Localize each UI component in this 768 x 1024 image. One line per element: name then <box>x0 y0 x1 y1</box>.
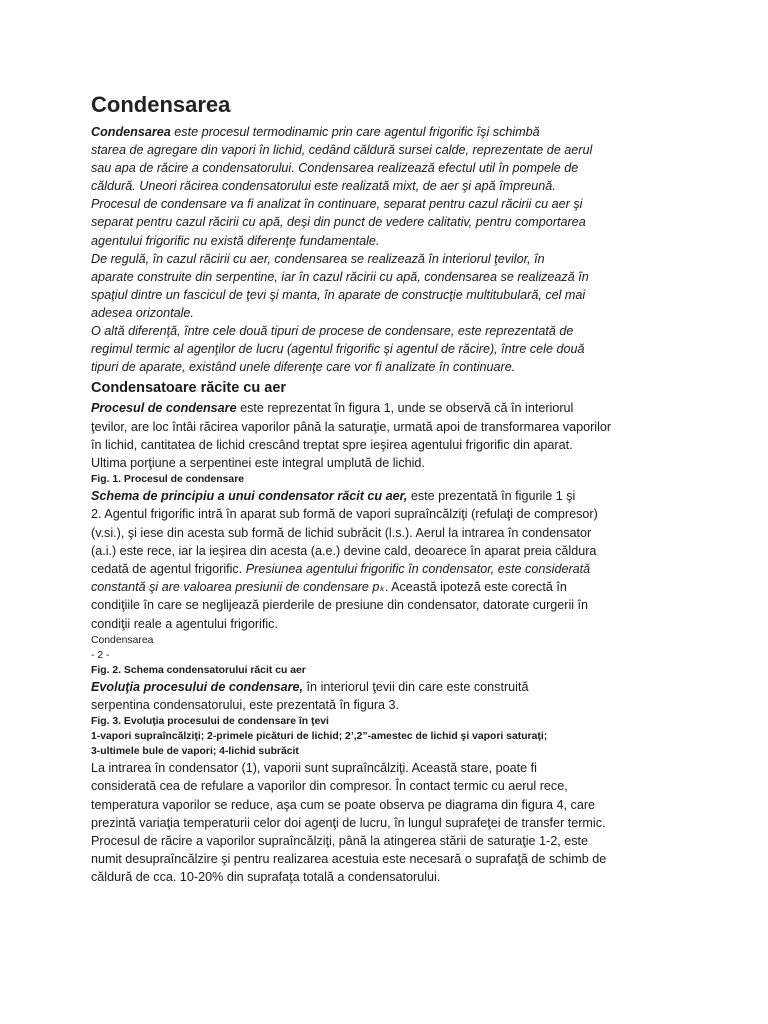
page-title: Condensarea <box>91 92 231 117</box>
body-line: condiţiile în care se neglijează pierderile de presiune din condensator, datorate curgerii în <box>91 598 589 613</box>
intro-line: căldură. Uneori răcirea condensatorului este realizată mixt, de aer şi apă împreună. <box>91 179 556 194</box>
body-line: Evoluţia procesului de condensare, în interiorul ţevii din care este construită <box>91 679 529 694</box>
body-line: numit desupraîncălzire şi pentru realizarea acestuia este necesară o suprafaţă de schimb de <box>91 852 607 867</box>
figure-3-legend <box>91 729 691 759</box>
body-line: constantă şi are valoarea presiunii de condensare pₖ. Această ipoteză este corectă în <box>91 580 567 595</box>
para1-lead-term: Procesul de condensare <box>91 401 237 416</box>
body-line: Procesul de condensare este reprezentat în figura 1, unde se observă că în interiorul <box>91 401 574 416</box>
intro-line: separat pentru cazul răcirii cu apă, deşi din punct de vedere calitativ, pentru comportarea <box>91 215 586 230</box>
intro-line: agentului frigorific nu există diferenţe fundamentale. <box>91 233 380 248</box>
intro-line: adesea orizontale. <box>91 305 194 320</box>
intro-lead-term: Condensarea <box>91 125 171 139</box>
body-line: condiţii reale a agentului frigorific. <box>91 616 278 631</box>
body-line: Procesul de răcire a vaporilor supraîncălziţi, până la atingerea stării de saturaţie 1-2, este <box>91 833 589 848</box>
intro-line: O altă diferenţă, între cele două tipuri de procese de condensare, este reprezentată de <box>91 324 574 339</box>
page-number: - 2 - <box>91 649 110 661</box>
legend-line: 3-ultimele bule de vapori; 4-lichid subrăcit <box>91 746 299 758</box>
intro-line: starea de agregare din vapori în lichid, cedând căldură sursei calde, reprezentate de aerul <box>91 143 593 158</box>
intro-line: Procesul de condensare va fi analizat în continuare, separat pentru cazul răcirii cu aer şi <box>91 197 583 212</box>
body-line: căldură de cca. 10-20% din suprafaţa totală a condensatorului. <box>91 870 441 885</box>
section-heading: Condensatoare răcite cu aer <box>91 380 287 397</box>
intro-line: Condensarea este procesul termodinamic prin care agentul frigorific îşi schimbă <box>91 125 540 139</box>
para2-lead-term: Schema de principiu a unui condensator răcit cu aer, <box>91 489 408 504</box>
intro-line: aparate construite din serpentine, iar în cazul răcirii cu apă, condensarea se realizează în <box>91 269 589 284</box>
intro-line: tipuri de aparate, existând unele diferenţe care vor fi analizate în continuare. <box>91 360 516 375</box>
body-line: 2. Agentul frigorific intră în aparat sub formă de vapori supraîncălziţi (refulaţi de compresor) <box>91 507 598 522</box>
intro-line: spaţiul dintre un fascicul de ţevi şi manta, în aparate de construcţie multitubulară, cel mai <box>91 287 586 302</box>
intro-line: sau apa de răcire a condensatorului. Condensarea realizează efectul util în pompele de <box>91 161 579 176</box>
body-line: Ultima porţiune a serpentinei este integral umplută de lichid. <box>91 455 425 470</box>
paragraph-3 <box>91 678 691 714</box>
body-line: Schema de principiu a unui condensator răcit cu aer, este prezentată în figurile 1 şi <box>91 489 576 504</box>
body-line: prezintă variaţia temperaturii celor doi agenţi de lucru, în lungul suprafeţei de transfer termic. <box>91 815 606 830</box>
intro-line: regimul termic al agenţilor de lucru (agentul frigorific şi agentul de răcire), între cele două <box>91 342 585 357</box>
document-page <box>91 92 691 887</box>
body-line: serpentina condensatorului, este prezentată în figura 3. <box>91 697 400 712</box>
figure-3-caption: Fig. 3. Evoluţia procesului de condensare în ţevi <box>91 716 329 728</box>
running-footer-label: Condensarea <box>91 634 154 646</box>
body-line: considerată cea de refulare a vaporilor din compresor. În contact termic cu aerul rece, <box>91 779 568 794</box>
paragraph-1 <box>91 399 691 472</box>
para3-lead-term: Evoluţia procesului de condensare, <box>91 679 304 694</box>
figure-1-caption: Fig. 1. Procesul de condensare <box>91 474 245 486</box>
body-line: în lichid, cantitatea de lichid crescând treptat spre ieşirea agentului frigorific din aparat. <box>91 437 573 452</box>
body-line: La intrarea în condensator (1), vaporii sunt supraîncălziţi. Această stare, poate fi <box>91 761 537 776</box>
intro-paragraph <box>91 123 691 376</box>
body-line: cedată de agentul frigorific. Presiunea agentului frigorific în condensator, este considerată <box>91 561 591 576</box>
body-line: ţevilor, are loc întâi răcirea vaporilor până la saturaţie, urmată apoi de transformarea vaporilor <box>91 419 612 434</box>
body-line: (a.i.) este rece, iar la ieşirea din acesta (a.e.) devine cald, deoarece în aparat preia căldura <box>91 543 597 558</box>
legend-line: 1-vapori supraîncălziţi; 2-primele picături de lichid; 2’,2”-amestec de lichid şi vapori saturaţi; <box>91 731 548 743</box>
paragraph-4 <box>91 759 691 886</box>
figure-2-caption: Fig. 2. Schema condensatorului răcit cu aer <box>91 664 306 676</box>
paragraph-2 <box>91 487 691 633</box>
body-line: temperatura vaporilor se reduce, aşa cum se poate observa pe diagrama din figura 4, care <box>91 797 596 812</box>
body-line: (v.si.), şi iese din acesta sub formă de lichid subrăcit (l.s.). Aerul la intrarea în condensator <box>91 525 592 540</box>
intro-line: De regulă, în cazul răcirii cu aer, condensarea se realizează în interiorul ţevilor, în <box>91 251 545 266</box>
